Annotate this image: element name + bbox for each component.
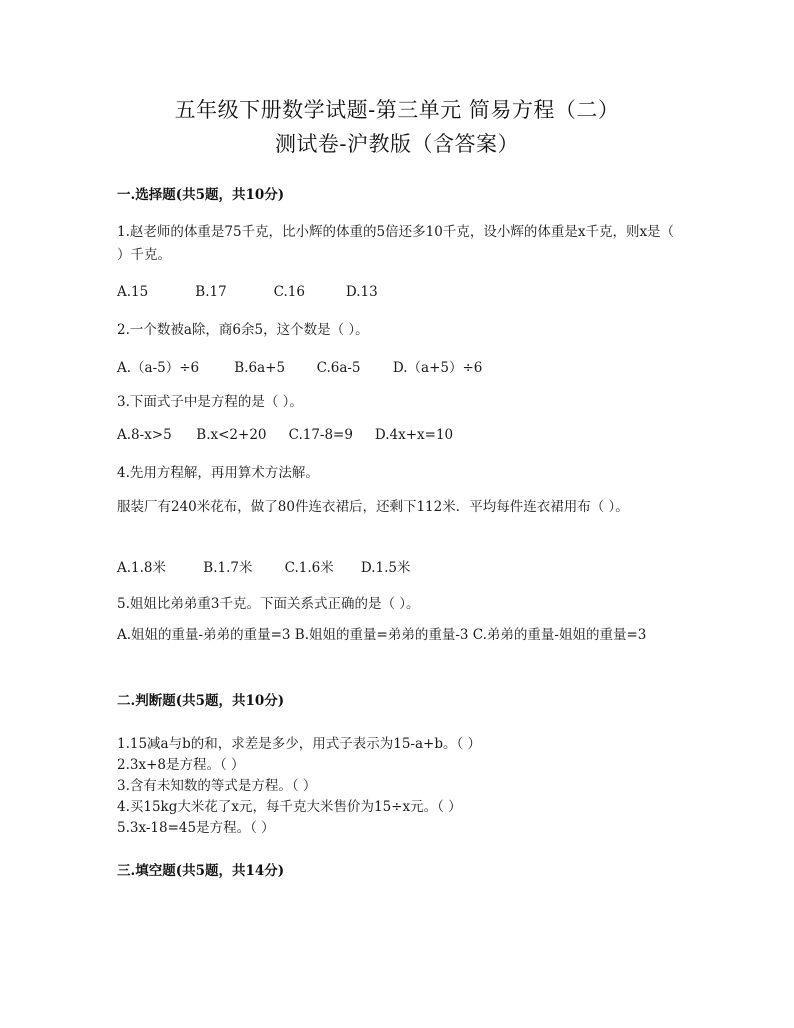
section-heading-fill: 三.填空题(共5题，共14分) bbox=[117, 863, 285, 879]
section-heading-judge: 二.判断题(共5题，共10分) bbox=[117, 693, 285, 709]
option-a: A.15 bbox=[117, 284, 149, 300]
option-a: A.（a-5）÷6 bbox=[117, 360, 200, 376]
option-b: B.1.7米 bbox=[203, 560, 253, 576]
judge-item-5: 5.3x-18=45是方程。（ ） bbox=[117, 820, 275, 836]
option-d: D.1.5米 bbox=[360, 560, 411, 576]
question-1-options bbox=[117, 284, 378, 300]
judge-item-3: 3.含有未知数的等式是方程。（ ） bbox=[117, 778, 317, 794]
section-heading-choice: 一.选择题(共5题，共10分) bbox=[117, 187, 285, 203]
judge-item-4: 4.买15kg大米花了x元，每千克大米售价为15÷x元。（ ） bbox=[117, 799, 462, 815]
judge-item-2: 2.3x+8是方程。（ ） bbox=[117, 757, 245, 773]
option-c: C.1.6米 bbox=[284, 560, 334, 576]
question-2-stem: 2.一个数被a除，商6余5，这个数是（ ）。 bbox=[117, 322, 369, 338]
question-2-options bbox=[117, 356, 482, 376]
option-a: A.1.8米 bbox=[117, 560, 167, 576]
page-title-line2: 测试卷-沪教版（含答案） bbox=[274, 132, 520, 156]
option-c: C.6a-5 bbox=[316, 360, 361, 376]
question-5-options: A.姐姐的重量-弟弟的重量=3 B.姐姐的重量=弟弟的重量-3 C.弟弟的重量-姐姐的重量=3 bbox=[117, 627, 647, 643]
option-c: C.17-8=9 bbox=[288, 427, 353, 443]
option-b: B.6a+5 bbox=[234, 360, 286, 376]
question-5-stem: 5.姐姐比弟弟重3千克。下面关系式正确的是（ ）。 bbox=[117, 596, 420, 612]
question-4-stem-detail: 服装厂有240米花布，做了80件连衣裙后，还剩下112米．平均每件连衣裙用布（ ）。 bbox=[117, 499, 629, 515]
option-d: D.（a+5）÷6 bbox=[392, 360, 483, 376]
judge-item-1: 1.15减a与b的和，求差是多少，用式子表示为15-a+b。（ ） bbox=[117, 736, 482, 752]
option-a: A.8-x>5 bbox=[117, 427, 172, 443]
option-c: C.16 bbox=[273, 284, 305, 300]
option-b: B.x<2+20 bbox=[196, 427, 267, 443]
page-title-line1: 五年级下册数学试题-第三单元 简易方程（二） bbox=[174, 98, 620, 122]
option-d: D.13 bbox=[345, 284, 378, 300]
question-3-stem: 3.下面式子中是方程的是（ ）。 bbox=[117, 394, 303, 410]
question-1-stem: 1.赵老师的体重是75千克，比小辉的体重的5倍还多10千克，设小辉的体重是x千克，则x是（ ）千克。 bbox=[117, 224, 675, 263]
question-4-stem: 4.先用方程解，再用算术方法解。 bbox=[117, 465, 319, 481]
option-b: B.17 bbox=[195, 284, 227, 300]
option-d: D.4x+x=10 bbox=[374, 427, 454, 443]
question-3-options bbox=[117, 427, 453, 443]
question-4-options bbox=[117, 556, 411, 576]
